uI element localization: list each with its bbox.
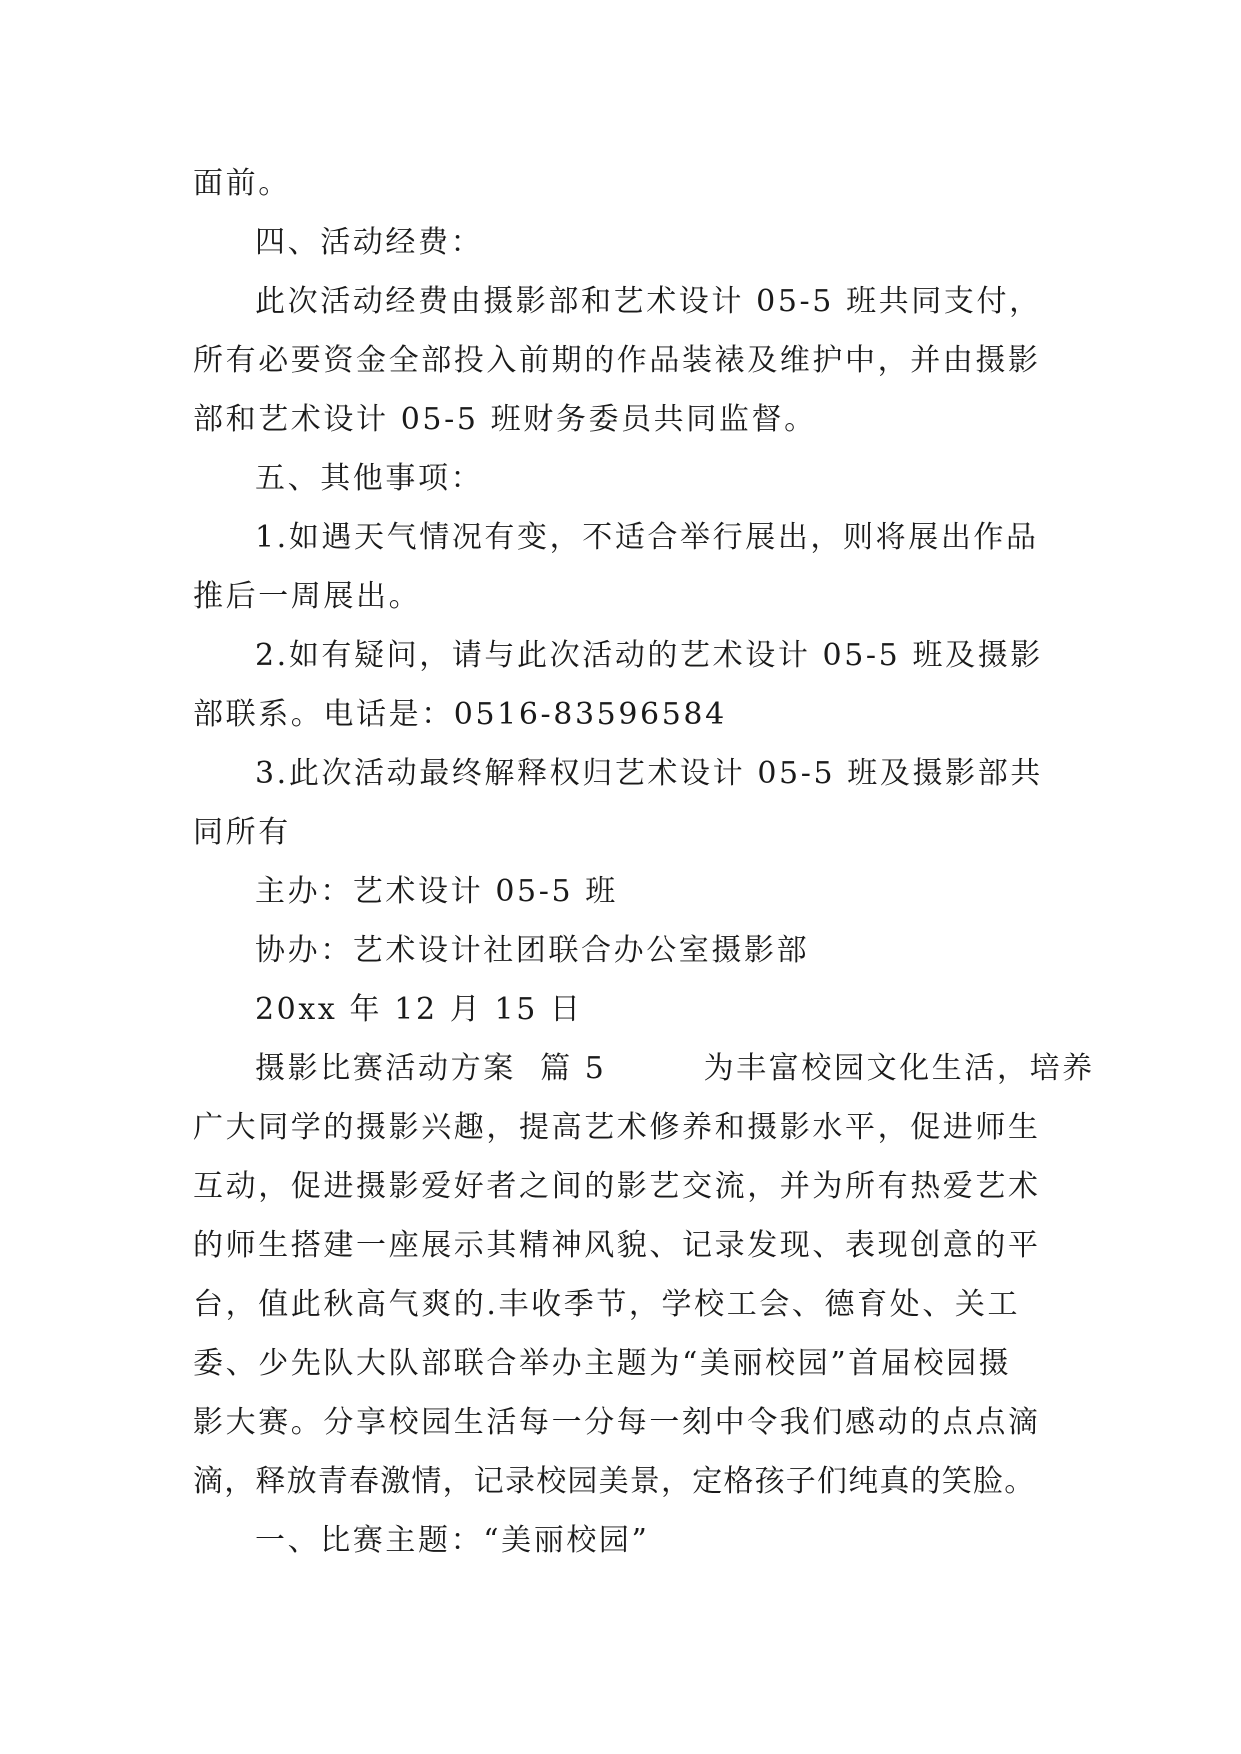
text-line: 互动，促进摄影爱好者之间的影艺交流，并为所有热爱艺术 — [193, 1169, 1041, 1204]
text-line: 3.此次活动最终解释权归艺术设计 05-5 班及摄影部共 — [255, 756, 1043, 791]
text-line: 广大同学的摄影兴趣，提高艺术修养和摄影水平，促进师生 — [193, 1110, 1041, 1145]
text-line: 面前。 — [193, 166, 291, 201]
text-line: 1.如遇天气情况有变，不适合举行展出，则将展出作品 — [255, 520, 1039, 555]
organizer-line: 主办：艺术设计 05-5 班 — [255, 874, 618, 909]
text-line: 部和艺术设计 05-5 班财务委员共同监督。 — [193, 402, 817, 437]
section-heading: 一、比赛主题：“美丽校园” — [255, 1523, 650, 1558]
text-line: 此次活动经费由摄影部和艺术设计 05-5 班共同支付， — [255, 284, 1042, 319]
co-organizer-line: 协办：艺术设计社团联合办公室摄影部 — [255, 933, 810, 968]
text-line: 影大赛。分享校园生活每一分每一刻中令我们感动的点点滴 — [193, 1405, 1041, 1440]
text-line: 滴，释放青春激情，记录校园美景，定格孩子们纯真的笑脸。 — [193, 1464, 1036, 1499]
date-line: 20xx 年 12 月 15 日 — [255, 992, 583, 1027]
text-line: 推后一周展出。 — [193, 579, 422, 614]
section-heading: 四、活动经费： — [255, 225, 484, 260]
text-line: 同所有 — [193, 815, 291, 850]
article-heading-line: 摄影比赛活动方案 篇 5 为丰富校园文化生活，培养 — [255, 1051, 1095, 1086]
text-line: 委、少先队大队部联合举办主题为“美丽校园”首届校园摄 — [193, 1346, 1012, 1381]
section-heading: 五、其他事项： — [255, 461, 484, 496]
text-line: 台，值此秋高气爽的.丰收季节，学校工会、德育处、关工 — [193, 1287, 1021, 1322]
text-line: 部联系。电话是：0516-83596584 — [193, 697, 727, 732]
text-line: 的师生搭建一座展示其精神风貌、记录发现、表现创意的平 — [193, 1228, 1041, 1263]
text-line: 所有必要资金全部投入前期的作品装裱及维护中，并由摄影 — [193, 343, 1041, 378]
text-line: 2.如有疑问，请与此次活动的艺术设计 05-5 班及摄影 — [255, 638, 1043, 673]
